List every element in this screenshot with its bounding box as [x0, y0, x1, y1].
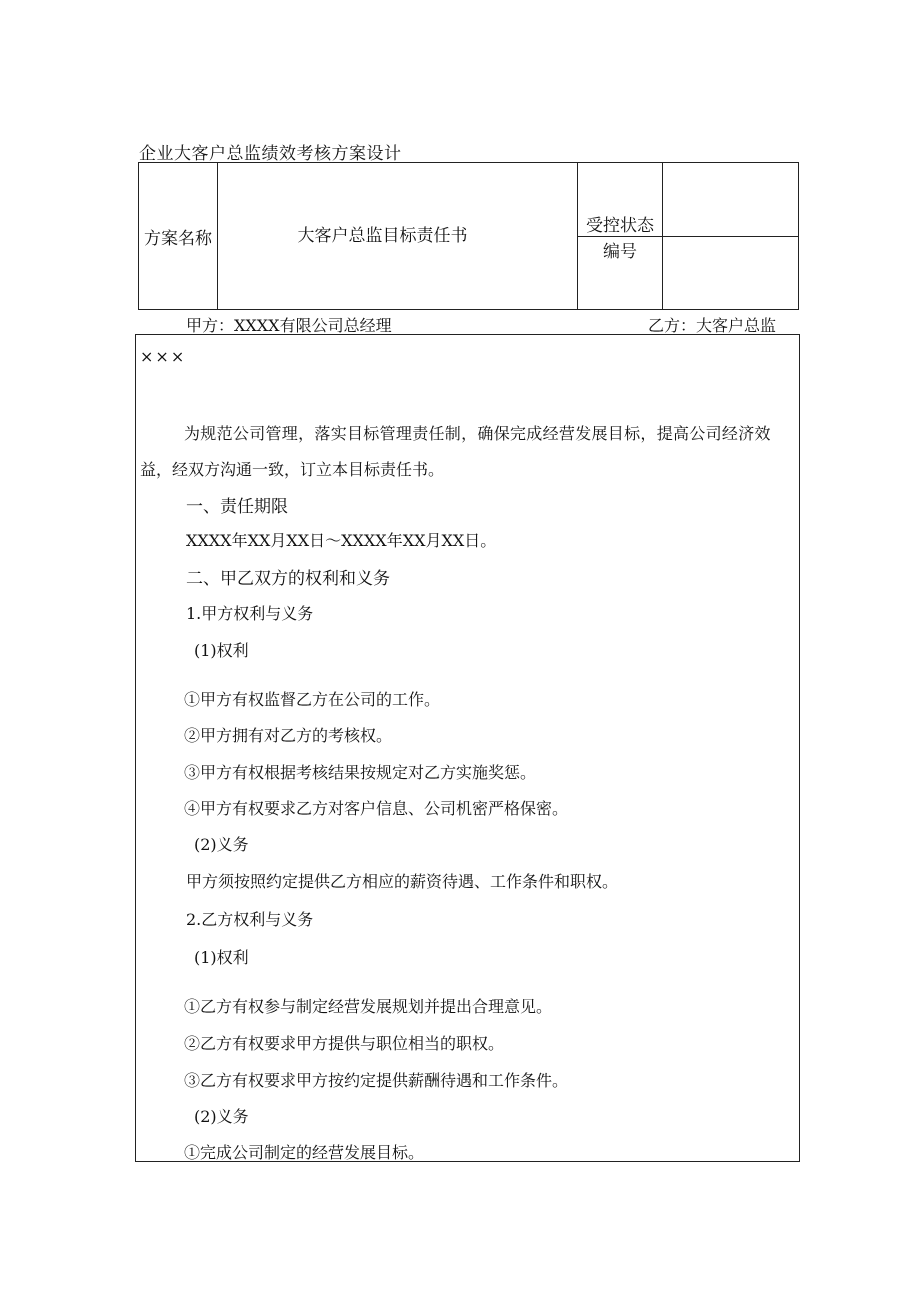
party-a: 甲方：XXXX有限公司总经理: [186, 316, 392, 335]
party-a-right-item: ①甲方有权监督乙方在公司的工作。: [184, 690, 441, 709]
party-b: 乙方：大客户总监: [647, 316, 776, 335]
name-placeholder: ×××: [140, 347, 187, 366]
party-a-rights-title: (1)权利: [194, 641, 249, 660]
control-status-label: 受控状态: [578, 163, 663, 237]
party-a-right-item: ②甲方拥有对乙方的考核权。: [184, 726, 393, 745]
control-status-value: [663, 163, 799, 237]
party-b-right-item: ②乙方有权要求甲方提供与职位相当的职权。: [184, 1034, 505, 1053]
section-1-text: XXXX年XX月XX日～XXXX年XX月XX日。: [186, 531, 497, 550]
party-b-duties-title: (2)义务: [194, 1107, 249, 1126]
intro-line-1: 为规范公司管理，落实目标管理责任制，确保完成经营发展目标，提高公司经济效: [184, 424, 771, 443]
party-a-right-item: ④甲方有权要求乙方对客户信息、公司机密严格保密。: [184, 799, 569, 818]
party-a-duties-text: 甲方须按照约定提供乙方相应的薪资待遇、工作条件和职权。: [186, 872, 619, 891]
intro-paragraph: [140, 416, 800, 488]
scheme-name-label: 方案名称: [139, 163, 218, 310]
party-b-rights-title: (1)权利: [194, 948, 249, 967]
section-1-title: 一、责任期限: [186, 497, 288, 517]
scheme-name-value: 大客户总监目标责任书: [297, 225, 468, 246]
number-value: [663, 236, 799, 310]
party-a-duties-title: (2)义务: [194, 835, 249, 854]
scheme-name-cell: [218, 163, 578, 310]
party-b-title: 2.乙方权利与义务: [186, 910, 314, 929]
party-b-duty-item: ①完成公司制定的经营发展目标。: [184, 1143, 425, 1162]
party-b-right-item: ③乙方有权要求甲方按约定提供薪酬待遇和工作条件。: [184, 1071, 569, 1090]
party-a-right-item: ③甲方有权根据考核结果按规定对乙方实施奖惩。: [184, 763, 537, 782]
parties-line: [186, 313, 776, 335]
party-b-right-item: ①乙方有权参与制定经营发展规划并提出合理意见。: [184, 997, 553, 1016]
section-2-title: 二、甲乙双方的权利和义务: [186, 569, 390, 589]
intro-line-2: 益，经双方沟通一致，订立本目标责任书。: [140, 460, 445, 479]
party-a-title: 1.甲方权利与义务: [186, 604, 314, 623]
number-label: 编号: [578, 236, 663, 310]
header-table: [138, 162, 799, 310]
document-title: 企业大客户总监绩效考核方案设计: [139, 144, 402, 164]
